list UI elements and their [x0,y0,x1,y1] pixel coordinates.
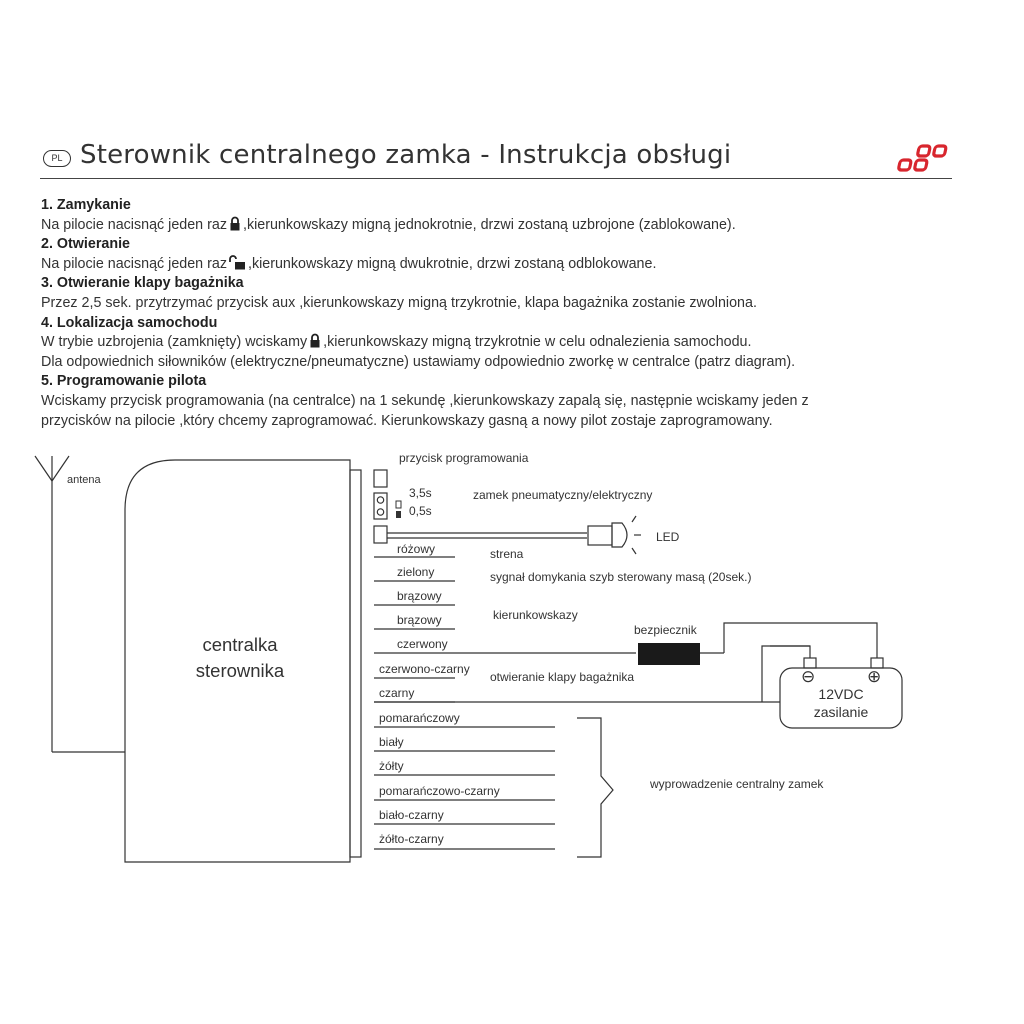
wire-label: pomarańczowy [379,711,460,725]
section-heading: 4. Lokalizacja samochodu [41,314,218,331]
battery-minus-icon: ⊖ [801,667,816,686]
brace [577,718,613,857]
page-title: Sterownik centralnego zamka - Instrukcja obsługi [80,140,732,170]
jumper-description: zamek pneumatyczny/elektryczny [473,488,653,502]
wiring-diagram-graphic [0,440,1024,870]
wire-label: brązowy [397,613,442,627]
wire-label: czerwony [397,637,448,651]
lock-closed-icon [309,333,321,348]
instruction-line: Wciskamy przycisk programowania (na centralce) na 1 sekundę ,kierunkowskazy zapalą się, następnie wciskamy jeden z [41,392,809,409]
wire-label: brązowy [397,589,442,603]
section-heading: 3. Otwieranie klapy bagażnika [41,275,244,292]
lock-closed-icon [229,216,241,231]
window-signal-desc: sygnał domykania szyb sterowany masą (20sek.) [490,570,752,584]
wiring-diagram [0,440,1024,870]
led-socket [588,526,612,545]
battery-plus-icon: ⊕ [867,667,882,686]
instruction-line: Na pilocie nacisnąć jeden raz ,kierunkowskazy migną dwukrotnie, drzwi zostaną odblokowane. [41,255,657,272]
fuse-label: bezpiecznik [634,623,697,637]
wire-label: różowy [397,542,436,556]
program-button-label: przycisk programowania [399,451,529,465]
wire-label: żółto-czarny [379,832,444,846]
led-label: LED [656,530,680,544]
led-connector [374,526,387,543]
page-header [40,140,952,178]
wire-label: pomarańczowo-czarny [379,784,500,798]
jumper-35-label: 3,5s [409,486,432,500]
indicators-desc: kierunkowskazy [493,608,578,622]
section-heading: 1. Zamykanie [41,197,131,213]
battery-label: 12VDC zasilanie [813,686,869,720]
fuse-icon [638,643,700,665]
wire-label: czarny [379,686,415,700]
instruction-line: Przez 2,5 sek. przytrzymać przycisk aux ,kierunkowskazy migną trzykrotnie, klapa bagażnika zostanie zwolniona. [41,294,757,311]
instruction-line: Na pilocie nacisnąć jeden raz ,kierunkowskazy migną jednokrotnie, drzwi zostaną uzbrojone (zablokowane). [41,216,736,233]
wire-label: żółty [379,759,404,773]
connector-strip [350,470,361,857]
wire-label: biało-czarny [379,808,444,822]
program-button [374,470,387,487]
instructions [41,196,961,431]
section-heading: 2. Otwieranie [41,236,130,253]
instruction-line: W trybie uzbrojenia (zamknięty) wciskamy ,kierunkowskazy migną trzykrotnie w celu odnalezienia samochodu. [41,334,752,351]
fuse-wire [724,623,877,658]
central-lock-desc: wyprowadzenie centralny zamek [650,777,824,791]
wire-label: zielony [397,565,435,579]
red-logo-icon [896,143,952,175]
language-badge: PL [43,150,71,167]
wire-label: czerwono-czarny [379,662,470,676]
instruction-line: przycisków na pilocie ,który chcemy zaprogramować. Kierunkowskazy gasną a nowy pilot zostaje zaprogramowany. [41,412,773,429]
header-divider [40,178,952,179]
instruction-line: Dla odpowiednich siłowników (elektryczne/pneumatyczne) ustawiamy odpowiednio zworkę w centralce (patrz diagram). [41,353,796,370]
led-icon [612,523,627,547]
unit-label: centralka sterownika [195,634,285,681]
antenna-label: antena [67,474,101,486]
jumper-05-label: 0,5s [409,504,432,518]
strena-desc: strena [490,547,524,561]
wire-label: biały [379,735,404,749]
trunk-desc: otwieranie klapy bagażnika [490,670,635,684]
lock-open-icon [229,255,246,270]
section-heading: 5. Programowanie pilota [41,373,207,390]
